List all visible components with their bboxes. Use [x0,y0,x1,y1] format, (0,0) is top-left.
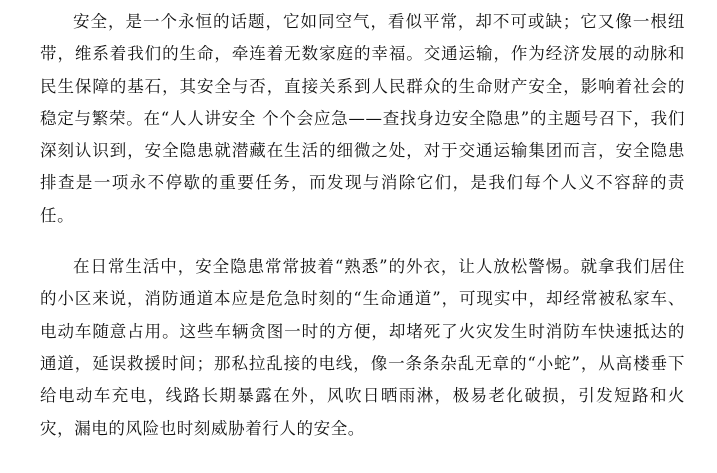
paragraph-2: 在日常生活中，安全隐患常常披着“熟悉”的外衣，让人放松警惕。就拿我们居住的小区来说，消防通道本应是危急时刻的“生命通道”，可现实中，却经常被私家车、电动车随意占用。这些车辆贪图一时的方便，却堵死了火灾发生时消防车快速抵达的通道，延误救援时间；那私拉乱接的电线，像一条条杂乱无章的“小蛇”，从高楼垂下给电动车充电，线路长期暴露在外，风吹日晒雨淋，极易老化破损，引发短路和火灾，漏电的风险也时刻威胁着行人的安全。 [40,257,685,438]
document-page [40,6,685,445]
paragraph-1: 安全，是一个永恒的话题，它如同空气，看似平常，却不可或缺；它又像一根纽带，维系着我们的生命，牵连着无数家庭的幸福。交通运输，作为经济发展的动脉和民生保障的基石，其安全与否，直接关系到人民群众的生命财产安全，影响着社会的稳定与繁荣。在“人人讲安全 个个会应急——查找身边安全隐患”的主题号召下，我们深刻认识到，安全隐患就潜藏在生活的细微之处，对于交通运输集团而言，安全隐患排查是一项永不停歇的重要任务，而发现与消除它们，是我们每个人义不容辞的责任。 [40,12,685,225]
